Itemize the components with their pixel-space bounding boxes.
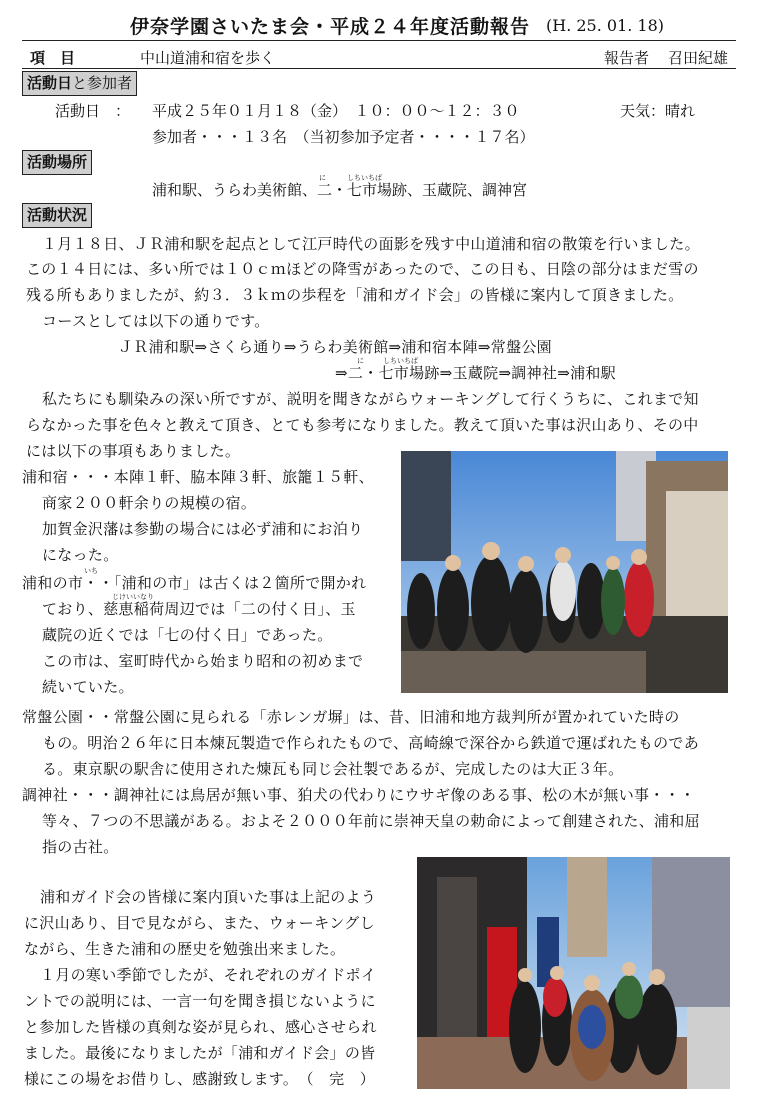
item-line: 等々、７つの不思議がある。およそ２０００年前に崇神天皇の勅命によって創建された、浦和屈	[42, 812, 700, 830]
date-value: 平成２５年０１月１８（金） １０：００～１２：３０	[152, 102, 520, 120]
item-line: 調神社・・・調神社には鳥居が無い事、狛犬の代わりにウサギ像のある事、松の木が無い事・・・	[22, 786, 696, 804]
item-line: ており、慈恵稲荷周辺では「二の付く日」、玉	[42, 600, 356, 618]
closing-line: に沢山あり、目で見ながら、また、ウォーキングし	[24, 914, 375, 932]
item-line: 常盤公園・・常盤公園に見られる「赤レンガ塀」は、昔、旧浦和地方裁判所が置かれていた時の	[22, 708, 680, 726]
ruby-text: に	[319, 174, 327, 182]
place-part: 、玉蔵院、調神宮	[407, 181, 528, 199]
place-part: 浦和駅、うらわ美術館、	[152, 181, 318, 199]
item-value: 中山道浦和宿を歩く	[140, 49, 276, 67]
closing-line: ました。最後になりましたが「浦和ガイド会」の皆	[24, 1044, 376, 1062]
body-line: 残る所もありましたが、約３．３ｋｍの歩程を「浦和ガイド会」の皆様に案内して頂きました。	[26, 286, 684, 304]
place-part-ruby	[317, 174, 408, 199]
reporter-name: 召田紀雄	[668, 49, 729, 67]
heading-rest-text: と参加者	[72, 74, 133, 92]
ruby-text: いち	[84, 567, 98, 575]
divider	[22, 68, 736, 69]
body-line: には以下の事項もありました。	[26, 442, 241, 460]
item-line: もの。明治２６年に日本煉瓦製造で作られたもので、高崎線で深谷から鉄道で運ばれたものであ	[42, 734, 700, 752]
ruby-text: じけいいなり	[112, 593, 154, 601]
place-part: 二・七市場跡	[317, 181, 408, 199]
section-heading-place: 活動場所	[22, 150, 92, 175]
item-line: になった。	[42, 546, 119, 564]
participants: 参加者・・・１３名 （当初参加予定者・・・・１７名）	[152, 128, 535, 146]
divider	[22, 40, 736, 41]
photo-illustration	[417, 857, 730, 1089]
body-line: らなかった事を色々と教えて頂き、とても参考になりました。教えて頂いた事は沢山あり、その中	[26, 416, 699, 434]
body-line: 私たちにも馴染みの深い所ですが、説明を聞きながらウォーキングして行くうちに、これまで知	[42, 390, 699, 408]
ruby-text: しちいちば	[347, 174, 383, 182]
closing-line: と参加した皆様の真剣な姿が見られ、感心させられ	[24, 1018, 377, 1036]
reporter-label: 報告者	[604, 49, 650, 67]
photo-group-walk	[401, 451, 728, 693]
item-line: 浦和の市・・「浦和の市」は古くは２箇所で開かれ	[22, 574, 367, 592]
closing-line: １月の寒い季節でしたが、それぞれのガイドポイ	[40, 966, 377, 984]
report-date: (H. 25. 01. 18)	[546, 16, 665, 35]
photo-illustration	[401, 451, 728, 693]
item-line: 加賀金沢藩は参勤の場合には必ず浦和にお泊り	[42, 520, 364, 538]
item-line: 蔵院の近くでは「七の付く日」であった。	[42, 626, 333, 644]
place-value	[152, 174, 528, 200]
item-line: この市は、室町時代から始まり昭和の初めまで	[42, 652, 364, 670]
closing-line: ントでの説明には、一言一句を聞き損じないように	[24, 992, 376, 1010]
closing-line: 浦和ガイド会の皆様に案内頂いた事は上記のよう	[40, 888, 377, 906]
item-line: 指の古社。	[42, 838, 119, 856]
weather: 天気：晴れ	[620, 102, 696, 120]
course-line: ＪＲ浦和駅⇒さくら通り⇒うらわ美術館⇒浦和宿本陣⇒常盤公園	[118, 338, 552, 356]
item-line: る。東京駅の駅舎に使用された煉瓦も同じ会社製であるが、完成したのは大正３年。	[42, 760, 624, 778]
heading-bold-text: 活動日	[27, 74, 73, 92]
item-line: 浦和宿・・・本陣１軒、脇本陣３軒、旅籠１５軒、	[22, 468, 374, 486]
body-line: この１４日には、多い所では１０ｃｍほどの降雪があったので、この日も、日陰の部分はまだ雪の	[26, 260, 699, 278]
body-line: コースとしては以下の通りです。	[42, 312, 270, 330]
section-heading-date	[22, 71, 137, 96]
section-heading-status: 活動状況	[22, 203, 92, 228]
body-line: １月１８日、ＪＲ浦和駅を起点として江戸時代の面影を残す中山道浦和宿の散策を行いました。	[42, 235, 700, 253]
closing-line: ながら、生きた浦和の歴史を勉強出来ました。	[24, 940, 346, 958]
date-label: 活動日 ：	[55, 102, 131, 120]
document-title: 伊奈学園さいたま会・平成２４年度活動報告	[130, 16, 531, 38]
ruby-text: しちいちば	[383, 357, 418, 365]
item-line: 商家２００軒余りの規模の宿。	[42, 494, 257, 512]
course-line: ⇒二・七市場跡⇒玉蔵院⇒調神社⇒浦和駅	[335, 364, 616, 382]
ruby-text: に	[357, 357, 364, 365]
item-line: 続いていた。	[42, 678, 134, 696]
photo-street-group	[417, 857, 730, 1089]
closing-line: 様にこの場をお借りし、感謝致します。 （ 完 ）	[24, 1070, 376, 1088]
item-label: 項 目	[30, 49, 76, 67]
